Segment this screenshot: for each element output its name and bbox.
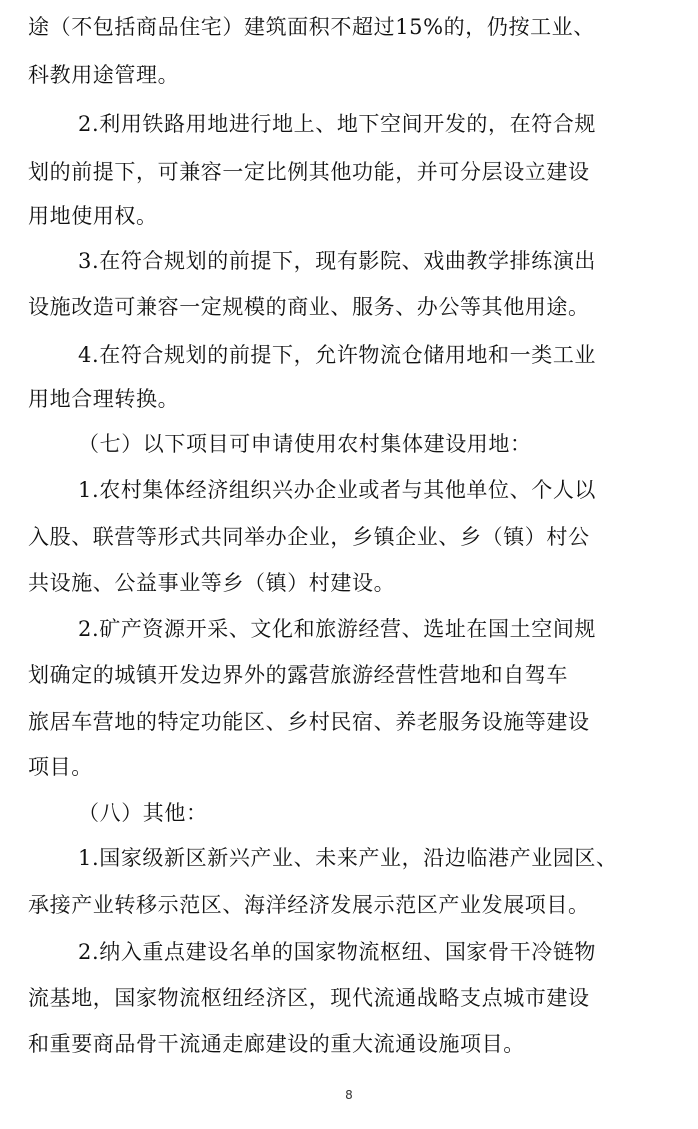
text-line-9: 用地合理转换。 — [28, 387, 180, 411]
section-heading-7: （七）以下项目可申请使用农村集体建设用地： — [78, 432, 532, 456]
text-line-7: 设施改造可兼容一定规模的商业、服务、办公等其他用途。 — [28, 295, 590, 319]
page-number: 8 — [345, 1088, 353, 1102]
text-line-23: 和重要商品骨干流通走廊建设的重大流通设施项目。 — [28, 1032, 525, 1056]
text-line-17: 项目。 — [28, 755, 93, 779]
text-line-6: 3.在符合规划的前提下，现有影院、戏曲教学排练演出 — [78, 249, 597, 273]
text-line-16: 旅居车营地的特定功能区、乡村民宿、养老服务设施等建设 — [28, 710, 590, 734]
text-line-8: 4.在符合规划的前提下，允许物流仓储用地和一类工业 — [78, 343, 597, 367]
text-line-14: 2.矿产资源开采、文化和旅游经营、选址在国土空间规 — [78, 617, 597, 641]
text-line-12: 入股、联营等形式共同举办企业，乡镇企业、乡（镇）村公 — [28, 525, 590, 549]
section-heading-8: （八）其他： — [78, 801, 208, 825]
text-line-15: 划确定的城镇开发边界外的露营旅游经营性营地和自驾车 — [28, 663, 568, 687]
text-line-19: 1.国家级新区新兴产业、未来产业，沿边临港产业园区、 — [78, 846, 618, 870]
text-line-11: 1.农村集体经济组织兴办企业或者与其他单位、个人以 — [78, 478, 597, 502]
text-line-5: 用地使用权。 — [28, 204, 158, 228]
text-line-1: 途（不包括商品住宅）建筑面积不超过15%的，仍按工业、 — [28, 15, 595, 39]
text-line-2: 科教用途管理。 — [28, 63, 180, 87]
text-line-13: 共设施、公益事业等乡（镇）村建设。 — [28, 571, 396, 595]
text-line-20: 承接产业转移示范区、海洋经济发展示范区产业发展项目。 — [28, 893, 590, 917]
text-line-3: 2.利用铁路用地进行地上、地下空间开发的，在符合规 — [78, 112, 597, 136]
text-line-22: 流基地，国家物流枢纽经济区，现代流通战略支点城市建设 — [28, 986, 590, 1010]
text-line-21: 2.纳入重点建设名单的国家物流枢纽、国家骨干冷链物 — [78, 940, 597, 964]
text-line-4: 划的前提下，可兼容一定比例其他功能，并可分层设立建设 — [28, 160, 590, 184]
